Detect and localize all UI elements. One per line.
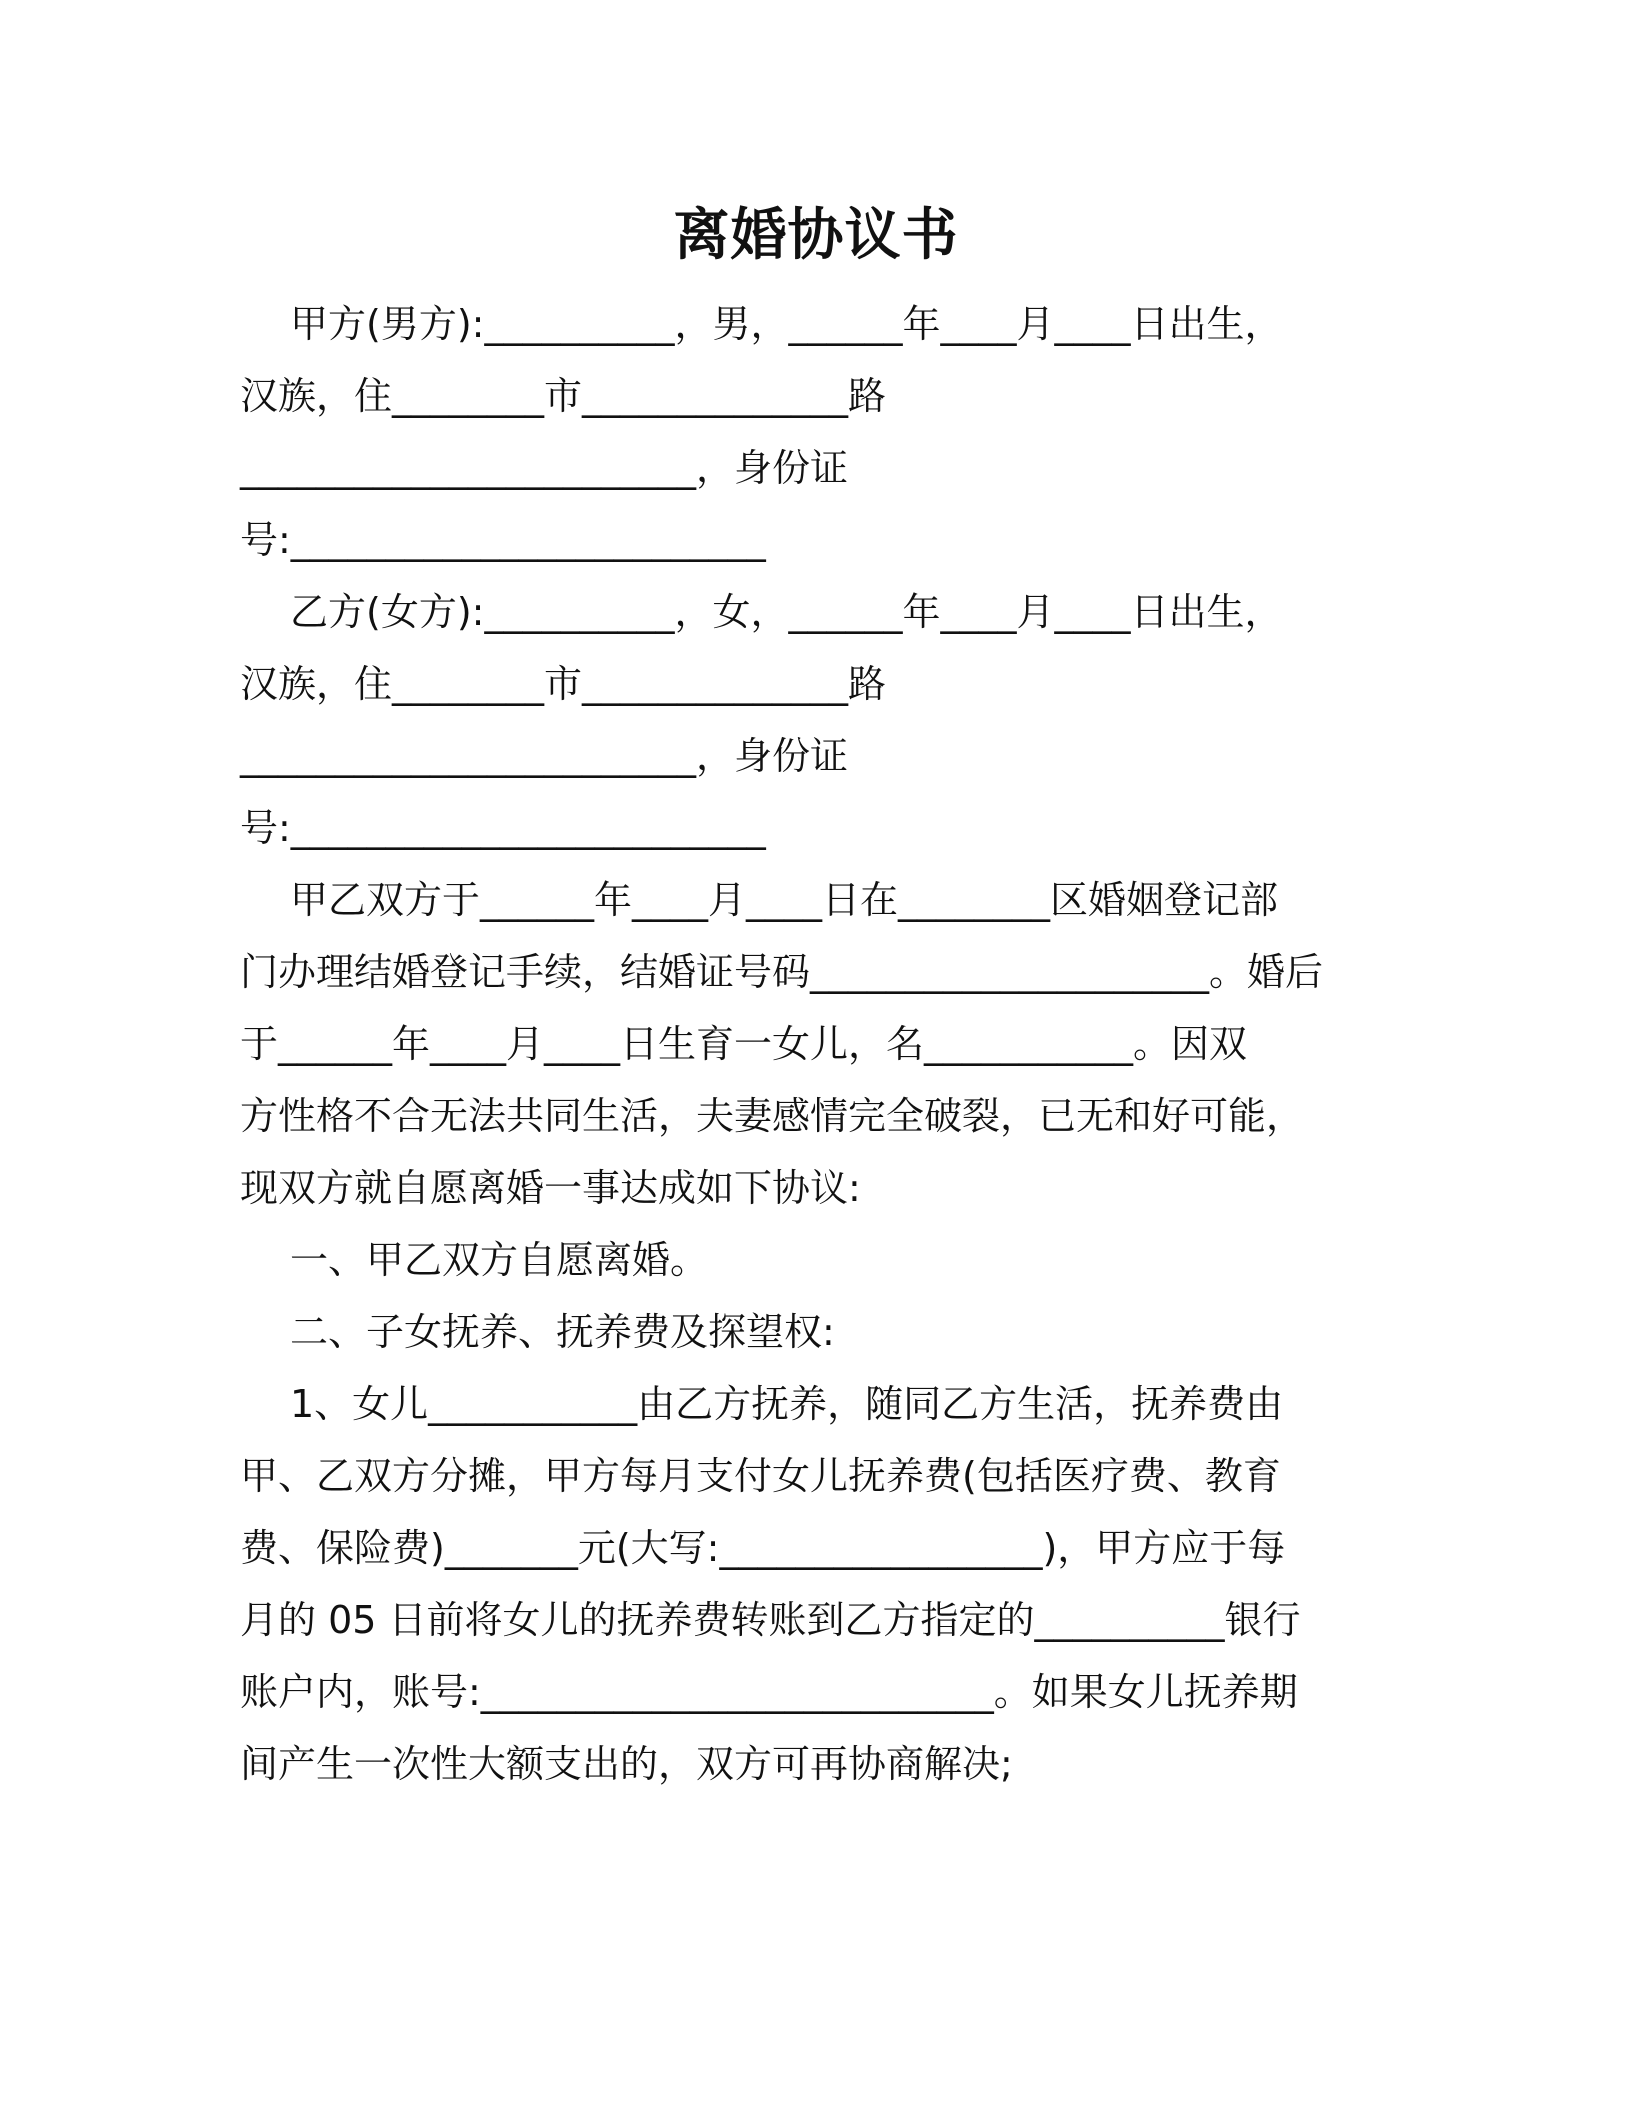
clause-2: 二、子女抚养、抚养费及探望权: bbox=[290, 1310, 835, 1354]
clause-2-1-line-2: 甲、乙双方分摊，甲方每月支付女儿抚养费(包括医疗费、教育 bbox=[240, 1454, 1281, 1498]
party-a-line-2: 汉族，住________市______________路 bbox=[240, 374, 887, 418]
party-b-line-3: ________________________，身份证 bbox=[240, 734, 849, 778]
party-b-line-4: 号:_________________________ bbox=[240, 806, 766, 850]
marriage-line-5: 现双方就自愿离婚一事达成如下协议: bbox=[240, 1166, 861, 1210]
party-b-line-1: 乙方(女方):__________，女，______年____月____日出生， bbox=[290, 590, 1283, 634]
marriage-line-4: 方性格不合无法共同生活，夫妻感情完全破裂，已无和好可能， bbox=[240, 1094, 1305, 1138]
document-title: 离婚协议书 bbox=[673, 203, 959, 268]
marriage-line-3: 于______年____月____日生育一女儿，名___________。因双 bbox=[240, 1022, 1248, 1066]
clause-2-1-line-5: 账户内，账号:___________________________。如果女儿抚养期 bbox=[240, 1670, 1298, 1714]
marriage-line-2: 门办理结婚登记手续，结婚证号码_____________________。婚后 bbox=[240, 950, 1324, 994]
party-a-line-1: 甲方(男方):__________，男，______年____月____日出生， bbox=[290, 302, 1283, 346]
party-a-line-4: 号:_________________________ bbox=[240, 518, 766, 562]
clause-1: 一、甲乙双方自愿离婚。 bbox=[290, 1238, 709, 1282]
party-b-line-2: 汉族，住________市______________路 bbox=[240, 662, 887, 706]
party-a-line-3: ________________________，身份证 bbox=[240, 446, 849, 490]
marriage-line-1: 甲乙双方于______年____月____日在________区婚姻登记部 bbox=[290, 878, 1279, 922]
clause-2-1-line-6: 间产生一次性大额支出的，双方可再协商解决; bbox=[240, 1742, 1013, 1786]
clause-2-1-line-1: 1、女儿___________由乙方抚养，随同乙方生活，抚养费由 bbox=[290, 1382, 1284, 1426]
clause-2-1-line-3: 费、保险费)_______元(大写:_________________)，甲方应于每 bbox=[240, 1526, 1286, 1570]
clause-2-1-line-4: 月的 05 日前将女儿的抚养费转账到乙方指定的__________银行 bbox=[240, 1598, 1301, 1642]
